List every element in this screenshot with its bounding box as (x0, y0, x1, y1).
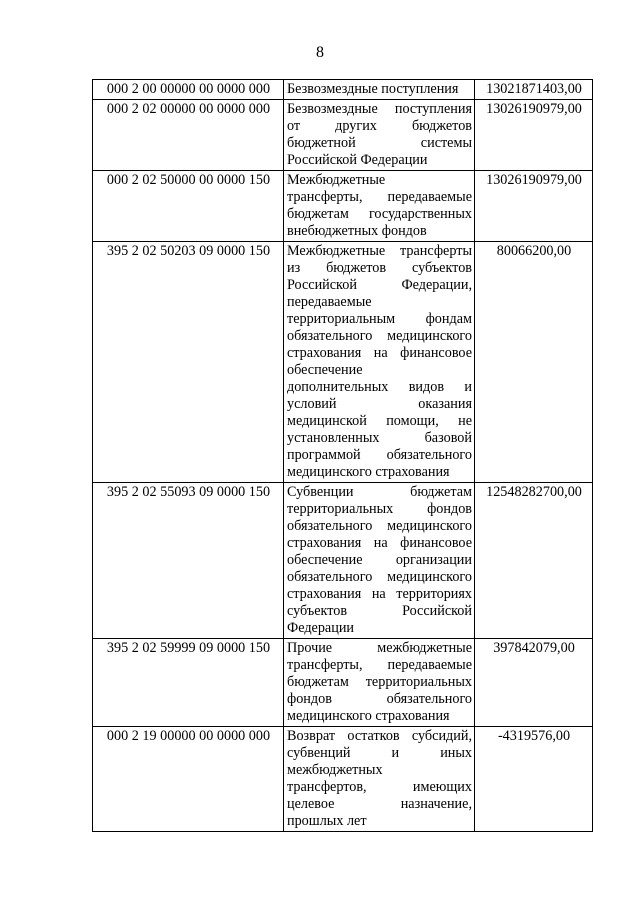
revenue-name (284, 727, 475, 832)
revenue-name-line: страхования на финансовое (287, 345, 472, 361)
revenue-name-line: прошлых лет (287, 813, 367, 829)
revenue-name-line: субъектов Российской (287, 603, 472, 619)
revenue-name-line: условий оказания (287, 396, 472, 412)
revenue-name (284, 80, 475, 100)
revenue-name-line: внебюджетных фондов (287, 223, 427, 239)
revenue-name-line: субвенций и иных (287, 745, 472, 761)
revenue-name-line: Безвозмездные поступления (287, 101, 472, 117)
budget-classification-code: 395 2 02 50203 09 0000 150 (93, 242, 284, 483)
revenue-name-line: медицинского страхования (287, 464, 450, 480)
revenue-name-line: обязательного медицинского (287, 518, 472, 534)
table-row (93, 727, 593, 832)
revenue-name-line: территориальным фондам (287, 311, 472, 327)
revenue-name-line: страхования на территориях (287, 586, 472, 602)
revenue-name-line: обязательного медицинского (287, 328, 472, 344)
budget-revenue-table (92, 79, 593, 832)
table-row (93, 171, 593, 242)
revenue-name-line: фондов обязательного (287, 691, 472, 707)
revenue-name-line: передаваемые (287, 294, 372, 310)
revenue-name-line: Российской Федерации, (287, 277, 472, 293)
table-row (93, 100, 593, 171)
revenue-name (284, 171, 475, 242)
budget-classification-code: 000 2 02 50000 00 0000 150 (93, 171, 284, 242)
budget-classification-code: 000 2 00 00000 00 0000 000 (93, 80, 284, 100)
revenue-name-line: установленных базовой (287, 430, 472, 446)
amount-value: -4319576,00 (475, 727, 593, 832)
table-row (93, 80, 593, 100)
revenue-name-line: Межбюджетные (287, 172, 386, 188)
revenue-name (284, 242, 475, 483)
revenue-name-line: Прочие межбюджетные (287, 640, 472, 656)
budget-classification-code: 000 2 02 00000 00 0000 000 (93, 100, 284, 171)
revenue-name-line: дополнительных видов и (287, 379, 472, 395)
revenue-name-line: страхования на финансовое (287, 535, 472, 551)
revenue-name (284, 100, 475, 171)
table-row (93, 242, 593, 483)
revenue-name (284, 639, 475, 727)
revenue-name-line: медицинской помощи, не (287, 413, 472, 429)
amount-value: 80066200,00 (475, 242, 593, 483)
revenue-name-line: медицинского страхования (287, 708, 450, 724)
revenue-name-line: обеспечение организации (287, 552, 472, 568)
revenue-name-line: бюджетной системы (287, 135, 472, 151)
revenue-name-line: бюджетам государственных (287, 206, 472, 222)
revenue-name-line: трансферты, передаваемые (287, 189, 472, 205)
amount-value: 13026190979,00 (475, 100, 593, 171)
revenue-name-line: трансферты, передаваемые (287, 657, 472, 673)
table-body (93, 80, 593, 832)
revenue-name (284, 483, 475, 639)
revenue-name-line: бюджетам территориальных (287, 674, 472, 690)
revenue-name-line: Межбюджетные трансферты (287, 243, 472, 259)
amount-value: 13021871403,00 (475, 80, 593, 100)
revenue-name-line: из бюджетов субъектов (287, 260, 472, 276)
revenue-name-line: Безвозмездные поступления (287, 81, 459, 97)
revenue-name-line: от других бюджетов (287, 118, 472, 134)
revenue-name-line: Возврат остатков субсидий, (287, 728, 472, 744)
amount-value: 12548282700,00 (475, 483, 593, 639)
amount-value: 13026190979,00 (475, 171, 593, 242)
revenue-name-line: Федерации (287, 620, 355, 636)
table-row (93, 483, 593, 639)
revenue-name-line: межбюджетных (287, 762, 383, 778)
budget-classification-code: 395 2 02 55093 09 0000 150 (93, 483, 284, 639)
budget-classification-code: 000 2 19 00000 00 0000 000 (93, 727, 284, 832)
budget-classification-code: 395 2 02 59999 09 0000 150 (93, 639, 284, 727)
revenue-name-line: Субвенции бюджетам (287, 484, 472, 500)
page-number: 8 (316, 44, 324, 61)
revenue-name-line: трансфертов, имеющих (287, 779, 472, 795)
revenue-name-line: программой обязательного (287, 447, 472, 463)
revenue-name-line: Российской Федерации (287, 152, 428, 168)
amount-value: 397842079,00 (475, 639, 593, 727)
table-row (93, 639, 593, 727)
revenue-name-line: обеспечение (287, 362, 363, 378)
revenue-name-line: территориальных фондов (287, 501, 472, 517)
revenue-name-line: обязательного медицинского (287, 569, 472, 585)
revenue-name-line: целевое назначение, (287, 796, 472, 812)
